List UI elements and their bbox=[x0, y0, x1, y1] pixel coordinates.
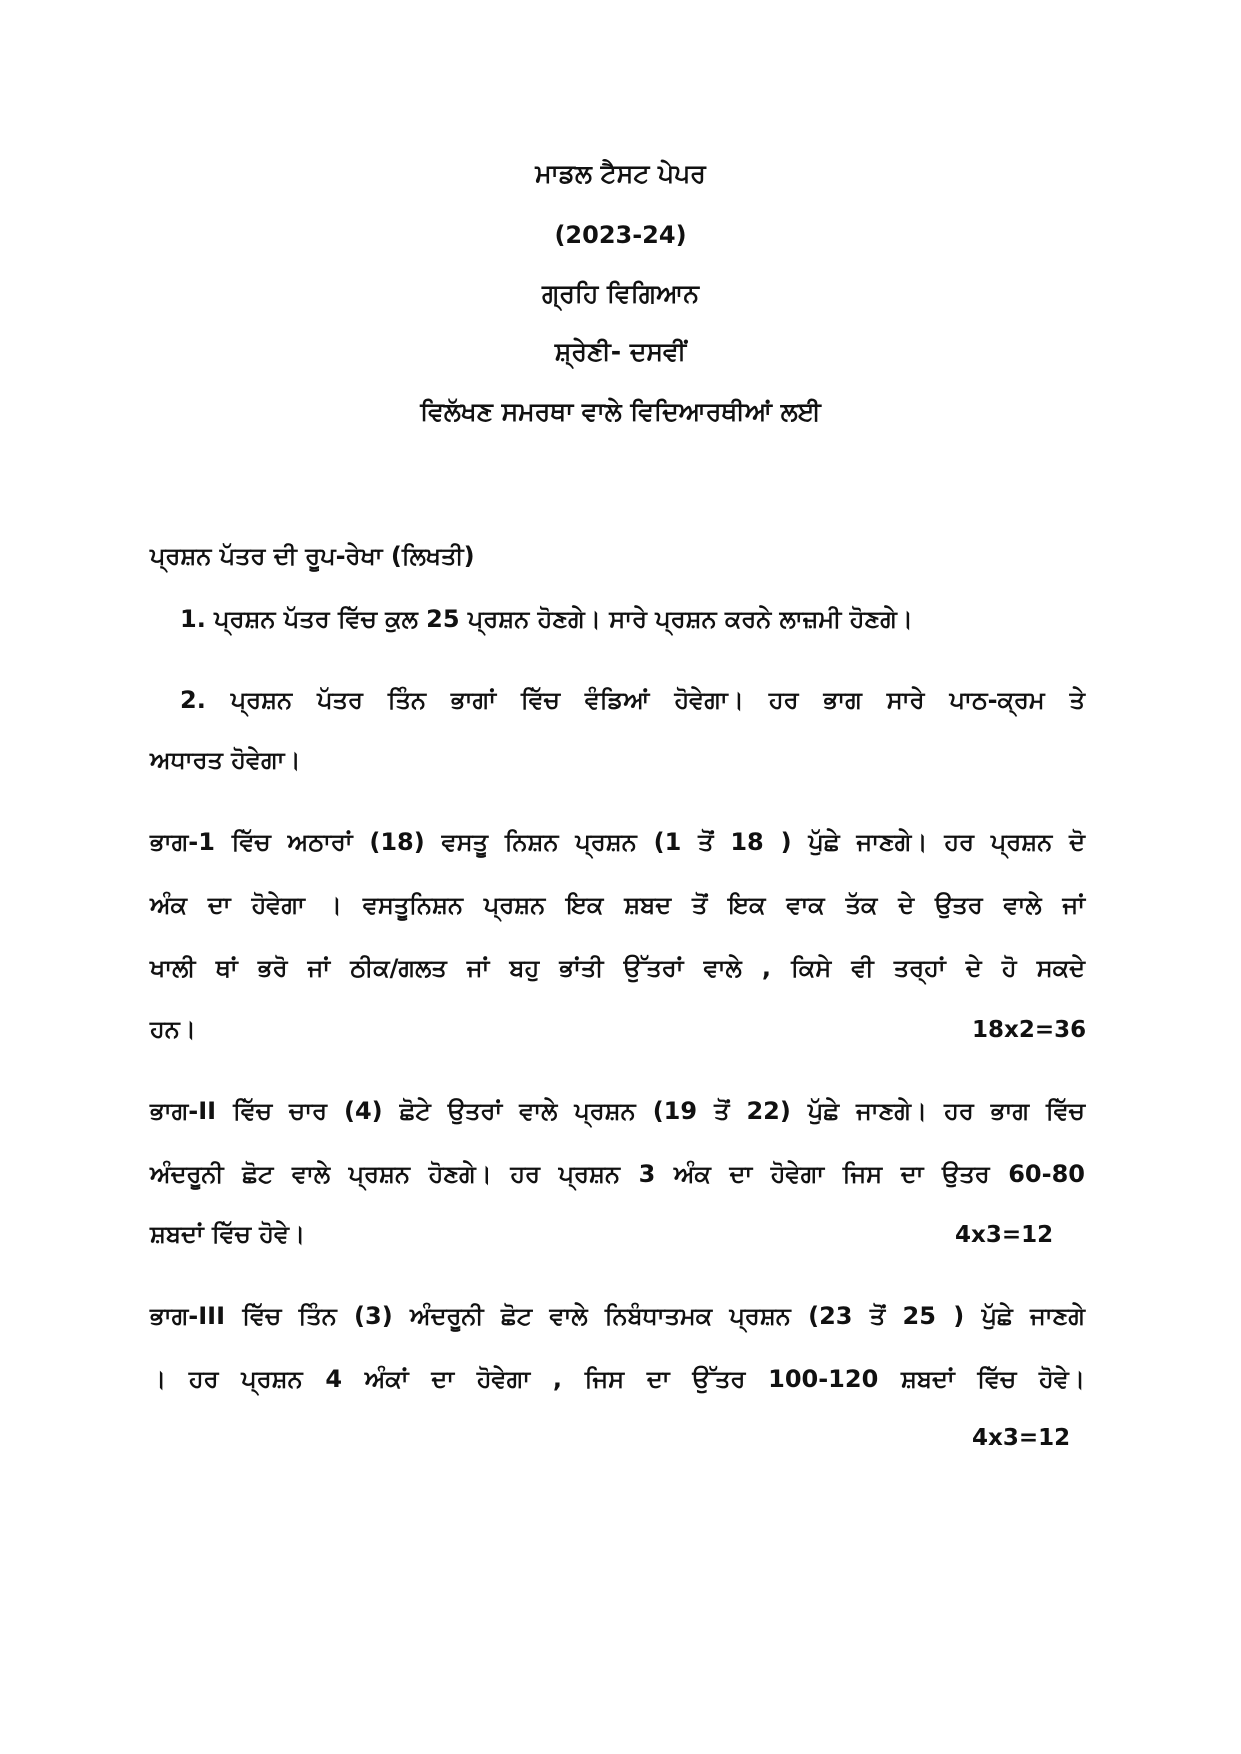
section-1-line-3: ਖਾਲੀ ਥਾਂ ਭਰੋ ਜਾਂ ਠੀਕ/ਗਲਤ ਜਾਂ ਬਹੁ ਭਾਂਤੀ ਉੱਤਰਾਂ ਵਾਲੇ , ਕਿਸੇ ਵੀ ਤਰ੍ਹਾਂ ਦੇ ਹੋ ਸਕਦੇ bbox=[150, 954, 1085, 982]
section-3-marks: 4x3=12 bbox=[972, 1425, 1071, 1451]
session-year: (2023-24) bbox=[554, 221, 687, 249]
section-1-marks: 18x2=36 bbox=[972, 1017, 1087, 1043]
class-name: ਸ਼੍ਰੇਣੀ- ਦਸਵੀਂ bbox=[554, 337, 687, 366]
paper-title: ਮਾਡਲ ਟੈਸਟ ਪੇਪਰ bbox=[535, 159, 706, 188]
outline-heading: ਪ੍ਰਸ਼ਨ ਪੱਤਰ ਦੀ ਰੂਪ-ਰੇਖਾ (ਲਿਖਤੀ) bbox=[150, 542, 475, 570]
subject-name: ਗ੍ਰਹਿ ਵਿਗਿਆਨ bbox=[542, 279, 699, 308]
outline-point-1: 1. ਪ੍ਰਸ਼ਨ ਪੱਤਰ ਵਿੱਚ ਕੁਲ 25 ਪ੍ਰਸ਼ਨ ਹੋਣਗੇ। ਸਾਰੇ ਪ੍ਰਸ਼ਨ ਕਰਨੇ ਲਾਜ਼ਮੀ ਹੋਣਗੇ। bbox=[180, 605, 913, 633]
section-2-line-3: ਸ਼ਬਦਾਂ ਵਿੱਚ ਹੋਵੇ। bbox=[150, 1220, 306, 1248]
outline-point-2-line-2: ਅਧਾਰਤ ਹੋਵੇਗਾ। bbox=[150, 746, 301, 774]
section-3-line-2: । ਹਰ ਪ੍ਰਸ਼ਨ 4 ਅੰਕਾਂ ਦਾ ਹੋਵੇਗਾ , ਜਿਸ ਦਾ ਉੱਤਰ 100-120 ਸ਼ਬਦਾਂ ਵਿੱਚ ਹੋਵੇ। bbox=[150, 1365, 1085, 1393]
section-2-line-1: ਭਾਗ-II ਵਿੱਚ ਚਾਰ (4) ਛੋਟੇ ਉਤਰਾਂ ਵਾਲੇ ਪ੍ਰਸ਼ਨ (19 ਤੋਂ 22) ਪੁੱਛੇ ਜਾਣਗੇ। ਹਰ ਭਾਗ ਵਿੱਚ bbox=[150, 1097, 1085, 1125]
outline-point-2-line-1: 2. ਪ੍ਰਸ਼ਨ ਪੱਤਰ ਤਿੰਨ ਭਾਗਾਂ ਵਿੱਚ ਵੰਡਿਆਂ ਹੋਵੇਗਾ। ਹਰ ਭਾਗ ਸਾਰੇ ਪਾਠ-ਕ੍ਰਮ ਤੇ bbox=[180, 686, 1085, 714]
section-1-line-1: ਭਾਗ-1 ਵਿੱਚ ਅਠਾਰਾਂ (18) ਵਸਤੂ ਨਿਸ਼ਨ ਪ੍ਰਸ਼ਨ (1 ਤੋਂ 18 ) ਪੁੱਛੇ ਜਾਣਗੇ। ਹਰ ਪ੍ਰਸ਼ਨ ਦੋ bbox=[150, 828, 1085, 856]
section-2-marks: 4x3=12 bbox=[955, 1222, 1054, 1248]
section-3-line-1: ਭਾਗ-III ਵਿੱਚ ਤਿੰਨ (3) ਅੰਦਰੂਨੀ ਛੋਟ ਵਾਲੇ ਨਿਬੰਧਾਤਮਕ ਪ੍ਰਸ਼ਨ (23 ਤੋਂ 25 ) ਪੁੱਛੇ ਜਾਣਗੇ bbox=[150, 1302, 1085, 1330]
section-1-line-2: ਅੰਕ ਦਾ ਹੋਵੇਗਾ । ਵਸਤੂਨਿਸ਼ਨ ਪ੍ਰਸ਼ਨ ਇਕ ਸ਼ਬਦ ਤੋਂ ਇਕ ਵਾਕ ਤੱਕ ਦੇ ਉਤਰ ਵਾਲੇ ਜਾਂ bbox=[150, 891, 1085, 919]
audience-line: ਵਿਲੱਖਣ ਸਮਰਥਾ ਵਾਲੇ ਵਿਦਿਆਰਥੀਆਂ ਲਈ bbox=[420, 397, 821, 426]
section-2-line-2: ਅੰਦਰੂਨੀ ਛੋਟ ਵਾਲੇ ਪ੍ਰਸ਼ਨ ਹੋਣਗੇ। ਹਰ ਪ੍ਰਸ਼ਨ 3 ਅੰਕ ਦਾ ਹੋਵੇਗਾ ਜਿਸ ਦਾ ਉਤਰ 60-80 bbox=[150, 1160, 1085, 1188]
section-1-line-4: ਹਨ। bbox=[150, 1015, 196, 1043]
